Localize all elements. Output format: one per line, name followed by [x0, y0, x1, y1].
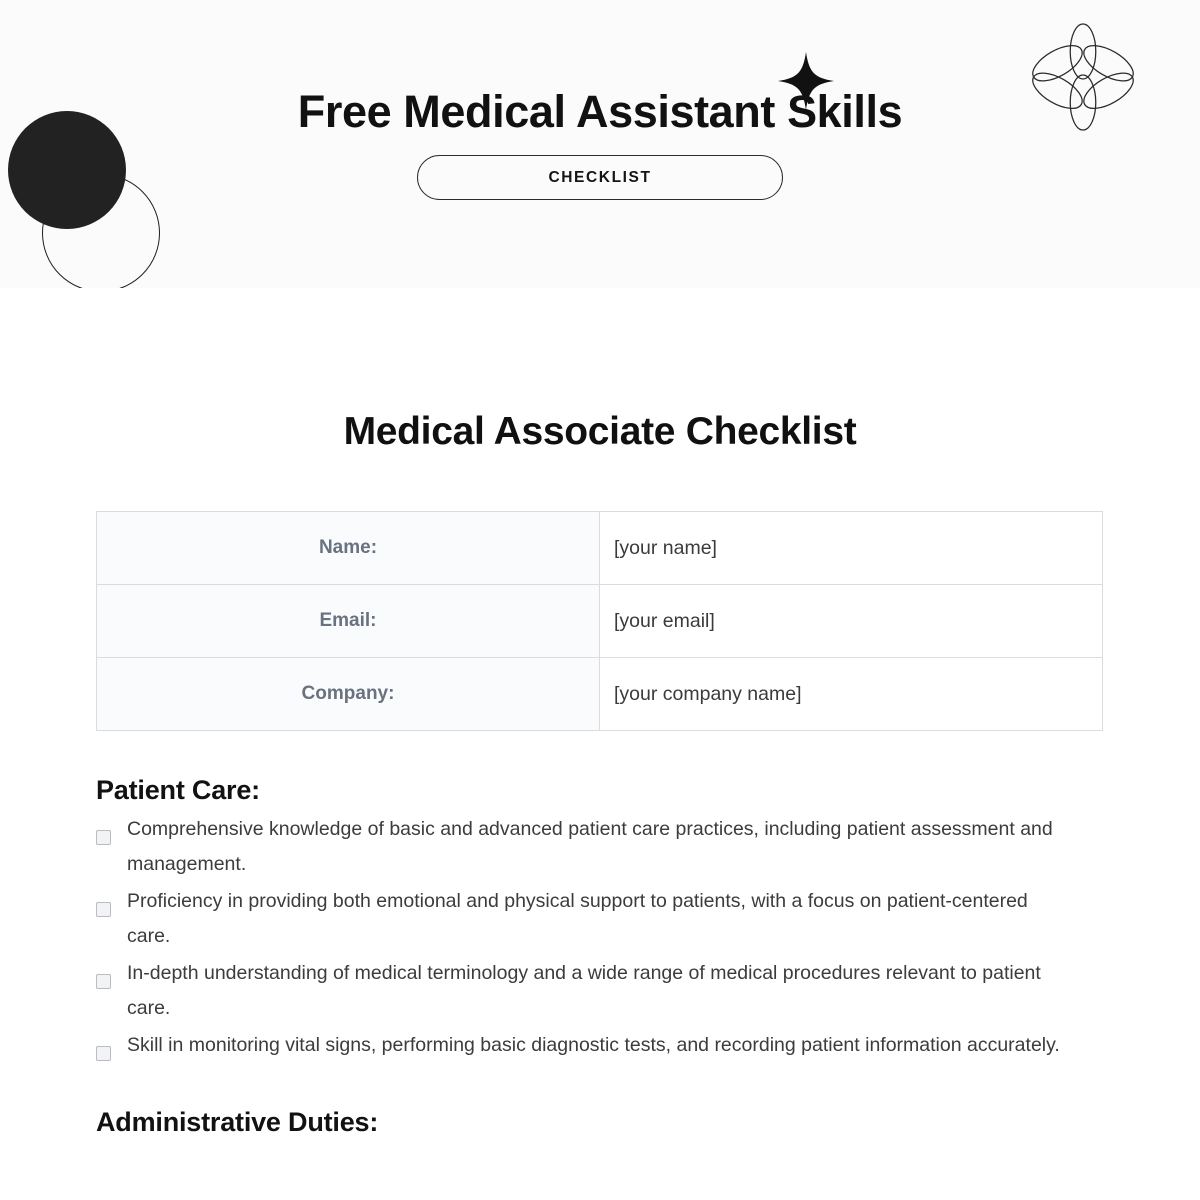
- page-title: Medical Associate Checklist: [343, 410, 857, 453]
- document-body: [0, 410, 1200, 1138]
- list-item: [96, 812, 1104, 882]
- checklist-item-label: Proficiency in providing both emotional and physical support to patients, with a focus on patient-centered care.: [127, 890, 1028, 947]
- checklist-pill-label: CHECKLIST: [548, 168, 652, 186]
- checkbox-icon[interactable]: [96, 974, 111, 989]
- info-table: [96, 511, 1103, 731]
- checklist-pill: [417, 155, 783, 200]
- checklist-item-label: Comprehensive knowledge of basic and advanced patient care practices, including patient assessment and management.: [127, 818, 1053, 875]
- checklist-patient-care: [96, 812, 1104, 1063]
- section-heading-patient-care: Patient Care:: [96, 775, 260, 805]
- table-row: [97, 585, 1103, 658]
- table-row: [97, 512, 1103, 585]
- info-value-company[interactable]: [your company name]: [600, 658, 1103, 731]
- info-label-name: Name:: [97, 512, 600, 585]
- info-value-email[interactable]: [your email]: [600, 585, 1103, 658]
- checkbox-icon[interactable]: [96, 830, 111, 845]
- checklist-item-label: In-depth understanding of medical terminology and a wide range of medical procedures relevant to patient care.: [127, 962, 1041, 1019]
- info-label-company: Company:: [97, 658, 600, 731]
- table-row: [97, 658, 1103, 731]
- info-label-email: Email:: [97, 585, 600, 658]
- banner-title: Free Medical Assistant Skills: [297, 86, 903, 137]
- section-heading-administrative-duties: Administrative Duties:: [96, 1107, 379, 1137]
- header-banner: [0, 0, 1200, 288]
- list-item: [96, 884, 1104, 954]
- list-item: [96, 1028, 1104, 1063]
- checkbox-icon[interactable]: [96, 1046, 111, 1061]
- checkbox-icon[interactable]: [96, 902, 111, 917]
- info-value-name[interactable]: [your name]: [600, 512, 1103, 585]
- list-item: [96, 956, 1104, 1026]
- checklist-item-label: Skill in monitoring vital signs, performing basic diagnostic tests, and recording patient information accurately.: [127, 1034, 1060, 1056]
